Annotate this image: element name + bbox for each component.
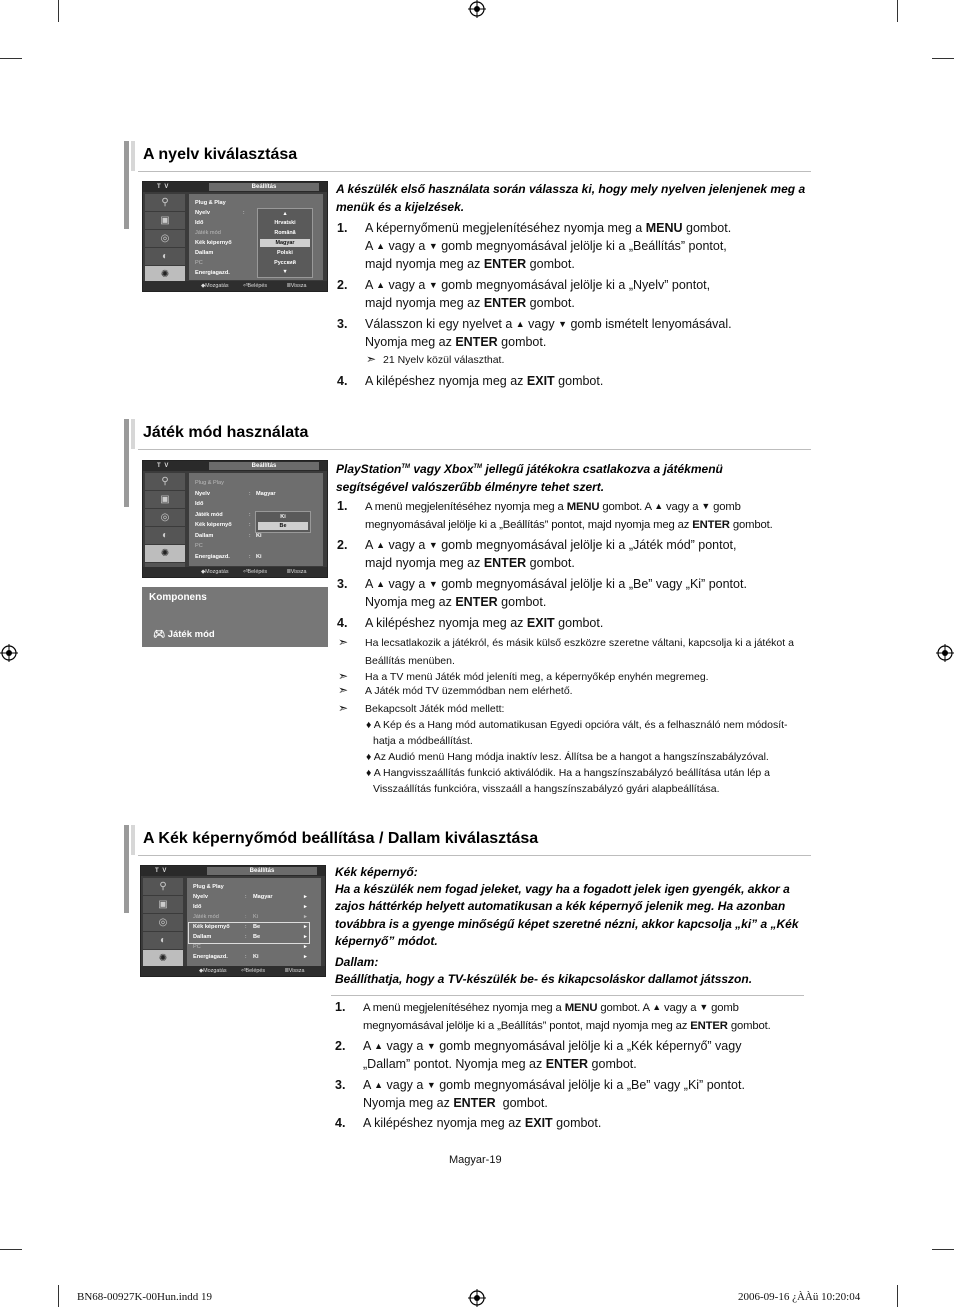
crop-mark: [932, 58, 954, 59]
section-rule: [138, 855, 811, 856]
osd-hint-move: ◆Mozgatás: [201, 569, 229, 575]
language-option: Русский: [274, 260, 296, 266]
osd-colon: :: [249, 512, 251, 518]
osd-colon: :: [245, 934, 247, 940]
osd-screen-blue-screen: [140, 865, 326, 977]
step-number: 2.: [337, 538, 348, 552]
osd-hint-enter: ⏎Belépés: [243, 283, 268, 289]
osd-hint-bar: [143, 281, 327, 291]
osd-row: Játék mód: [195, 230, 221, 236]
step-text: A kilépéshez nyomja meg az EXIT gombot.: [363, 1116, 602, 1130]
channel-icon: ◐: [145, 527, 185, 545]
channel-icon: ◐: [143, 932, 183, 950]
osd-row: Plug & Play: [195, 480, 224, 486]
step-text: A ▲ vagy a ▼ gomb megnyomásával jelölje ki a „Nyelv” pontot, majd nyomja meg az ENTER gombot.: [365, 278, 711, 310]
osd-row: PC: [193, 944, 201, 950]
note-text: Beállítás menüben.: [365, 655, 455, 667]
note-text: 21 Nyelv közül választhat.: [383, 354, 505, 366]
osd-hint-move: ◆Mozgatás: [199, 968, 227, 974]
chevron-right-icon: ▸: [304, 934, 307, 940]
step-number: 2.: [337, 278, 348, 292]
step-text: A ▲ vagy a ▼ gomb megnyomásával jelölje ki a „Kék képernyő” vagy „Dallam” pontot. Nyomja meg az ENTER gombot.: [363, 1039, 742, 1071]
step-number: 1.: [335, 1000, 346, 1014]
step-text: A kilépéshez nyomja meg az EXIT gombot.: [365, 616, 604, 630]
note-arrow-icon: ➣: [338, 635, 349, 649]
osd-colon: :: [249, 554, 251, 560]
crop-mark: [932, 1249, 954, 1250]
setup-gear-icon: ✺: [145, 266, 185, 284]
step-text: A kilépéshez nyomja meg az EXIT gombot.: [365, 374, 604, 388]
osd-row: Dallam: [195, 250, 214, 256]
step-text: A ▲ vagy a ▼ gomb megnyomásával jelölje ki a „Játék mód” pontot, majd nyomja meg az ENTER gombot.: [365, 538, 737, 570]
osd-colon: :: [249, 522, 251, 528]
osd-row: Energiagazd.: [193, 954, 228, 960]
osd-row: Idő: [195, 501, 204, 507]
osd-row: Játék mód: [193, 914, 219, 920]
osd-row: Kék képernyő: [193, 924, 230, 930]
return-icon: Ⅲ: [287, 569, 291, 575]
step-text: A ▲ vagy a ▼ gomb megnyomásával jelölje ki a „Be” vagy „Ki” pontot. Nyomja meg az ENTER gombot.: [363, 1078, 745, 1110]
osd-hint-return: ⅢVissza: [287, 569, 307, 575]
enter-icon: ⏎: [243, 569, 248, 575]
section-rule: [138, 449, 811, 450]
section-bar: [131, 419, 135, 449]
osd-hint-return: ⅢVissza: [287, 283, 307, 289]
step-number: 1.: [337, 221, 348, 235]
section-intro: A készülék első használata során válassza ki, hogy mely nyelven jelenjenek meg a menük és a kijelzések.: [336, 182, 806, 214]
scroll-down-icon: ▼: [282, 269, 288, 275]
step-text: Válasszon ki egy nyelvet a ▲ vagy ▼ gomb ismételt lenyomásával. Nyomja meg az ENTER gombot.: [365, 317, 732, 349]
crop-mark: [58, 0, 59, 22]
crop-mark: [897, 1285, 898, 1307]
step-number: 1.: [337, 499, 348, 513]
osd-row: PC: [195, 260, 203, 266]
section-rule: [138, 171, 811, 172]
osd-value: Be: [253, 924, 261, 930]
bullet-item-cont: Visszaállítás funkcióra, visszaáll a hangszínszabályzó gyári alapbeállítása.: [373, 783, 720, 795]
language-popup: [257, 208, 313, 278]
language-option: Polski: [277, 250, 293, 256]
osd-menu-title: Beállítás: [207, 867, 317, 875]
section-title-language: A nyelv kiválasztása: [143, 146, 298, 163]
komponens-title: Komponens: [149, 592, 207, 603]
osd-colon: :: [249, 533, 251, 539]
section-bar: [131, 141, 135, 171]
osd-value: Ki: [253, 954, 259, 960]
crop-mark: [58, 1285, 59, 1307]
section-intro: PlayStation™ vagy Xbox™ jellegű játékokra csatlakozva a játékmenü segítségével valószerűbb élményre tehet szert.: [336, 462, 723, 494]
bullet-item-cont: hatja a módbeállítást.: [373, 735, 473, 747]
footer-timestamp: 2006-09-16 ¿ÀÀü 10:20:04: [738, 1291, 861, 1303]
osd-menu-title: Beállítás: [209, 462, 319, 470]
language-option-selected: Magyar: [260, 239, 310, 247]
osd-row: Energiagazd.: [195, 554, 230, 560]
note-text: Ha a TV menü Játék mód jeleníti meg, a képernyőkép enyhén megremeg.: [365, 671, 709, 683]
osd-row: Nyelv: [193, 894, 208, 900]
osd-sidebar: [143, 878, 183, 968]
section-title-blue-screen: A Kék képernyőmód beállítása / Dallam kiválasztása: [143, 830, 539, 847]
crop-mark: [897, 0, 898, 22]
section-bar: [131, 825, 135, 855]
game-mode-popup: [255, 511, 311, 533]
komponens-item: 🎮︎ Játék mód: [153, 629, 215, 640]
osd-row: Kék képernyő: [195, 522, 232, 528]
note-text: Ha lecsatlakozik a játékról, és másik külső eszközre szeretne váltani, kapcsolja ki a játékot a: [365, 637, 794, 649]
bullet-item: ♦ A Kép és a Hang mód automatikusan Egyedi opcióra vált, és a felhasználó nem módosít-: [366, 719, 788, 731]
section-intro: Kék képernyő: Ha a készülék nem fogad jeleket, vagy ha a fogadott jelek igen gyengék, akkor a zajos háttérkép helyett automatikusan a kék képernyő jelenik meg. Ha azonban továbbra is a gyenge minőségű képet szeretné nézni, akkor kapcsolja „ki” a „Kék képernyő” módot. Dallam: Beállíthatja, hogy a TV-készülék be- és kikapcsoláskor dallamot játsszon.: [335, 865, 799, 987]
osd-tv-label: T V: [157, 184, 170, 190]
page-number: Magyar-19: [449, 1154, 502, 1166]
osd-hint-bar: [143, 567, 327, 577]
bullet-item: ♦ A Hangvisszaállítás funkció aktiválódik. Ha a hangszínszabályzó beállítása után lép a: [366, 767, 771, 779]
enter-icon: ⏎: [241, 968, 246, 974]
osd-colon: :: [245, 914, 247, 920]
osd-colon: :: [245, 894, 247, 900]
satellite-icon: ⚲: [145, 194, 185, 212]
registration-mark-icon: [468, 1289, 486, 1307]
osd-colon: :: [243, 210, 245, 216]
channel-icon: ◐: [145, 248, 185, 266]
note-arrow-icon: ➣: [338, 683, 349, 697]
osd-screen-language: [142, 181, 328, 292]
osd-row: Dallam: [193, 934, 212, 940]
section-bar: [124, 141, 129, 229]
crop-mark: [0, 58, 22, 59]
sound-icon: ◎: [145, 509, 185, 527]
osd-row: Energiagazd.: [195, 270, 230, 276]
osd-value: Magyar: [256, 491, 276, 497]
osd-panel: [189, 194, 323, 280]
osd-hint-bar: [141, 966, 325, 976]
osd-colon: :: [245, 924, 247, 930]
osd-value: Be: [253, 934, 261, 940]
language-option: Hrvatski: [274, 220, 296, 226]
step-text: A képernyőmenü megjelenítéséhez nyomja meg a MENU gombot. A ▲ vagy a ▼ gomb megnyomásával jelölje ki a „Beállítás” pontot, majd nyomja meg az ENTER gombot.: [365, 221, 732, 271]
osd-sidebar: [145, 473, 185, 568]
osd-row: Plug & Play: [193, 884, 224, 890]
registration-mark-icon: [936, 644, 954, 662]
note-arrow-icon: ➣: [338, 669, 349, 683]
osd-row: Idő: [195, 220, 204, 226]
osd-row: Dallam: [195, 533, 214, 539]
note-text: Bekapcsolt Játék mód mellett:: [365, 703, 505, 715]
setup-gear-icon: ✺: [143, 950, 183, 968]
osd-tv-label: T V: [157, 463, 170, 469]
osd-panel: [187, 878, 321, 966]
step-number: 4.: [335, 1116, 346, 1130]
osd-sidebar: [145, 194, 185, 282]
language-option: Română: [274, 230, 296, 236]
satellite-icon: ⚲: [145, 473, 185, 491]
osd-value: Ki: [256, 554, 262, 560]
osd-colon: :: [249, 491, 251, 497]
step-text: A menü megjelenítéséhez nyomja meg a MENU gombot. A ▲ vagy a ▼ gomb megnyomásával jelölje ki a „Beállítás” pontot, majd nyomja meg az ENTER gombot.: [365, 501, 773, 531]
osd-tv-label: T V: [155, 868, 168, 874]
osd-row: Plug & Play: [195, 200, 226, 206]
chevron-right-icon: ▸: [304, 924, 307, 930]
registration-mark-icon: [468, 0, 486, 18]
step-number: 3.: [335, 1078, 346, 1092]
note-arrow-icon: ➣: [338, 701, 349, 715]
step-text: A menü megjelenítéséhez nyomja meg a MENU gombot. A ▲ vagy a ▼ gomb megnyomásával jelölje ki a „Beállítás” pontot, majd nyomja meg az ENTER gombot.: [363, 1002, 771, 1032]
osd-hint-enter: ⏎Belépés: [243, 569, 268, 575]
popup-option: Ki: [280, 514, 286, 520]
gamepad-icon: 🎮︎: [153, 629, 166, 640]
picture-icon: ▣: [145, 212, 185, 230]
footer-file-name: BN68-00927K-00Hun.indd 19: [77, 1291, 213, 1303]
section-rule: [331, 995, 804, 996]
komponens-panel: [142, 587, 328, 647]
return-icon: Ⅲ: [285, 968, 289, 974]
return-icon: Ⅲ: [287, 283, 291, 289]
setup-gear-icon: ✺: [145, 545, 185, 563]
picture-icon: ▣: [143, 896, 183, 914]
step-number: 2.: [335, 1039, 346, 1053]
scroll-up-icon: ▲: [282, 211, 288, 217]
popup-option-selected: Be: [258, 522, 308, 530]
satellite-icon: ⚲: [143, 878, 183, 896]
picture-icon: ▣: [145, 491, 185, 509]
section-bar: [124, 419, 129, 507]
enter-icon: ⏎: [243, 283, 248, 289]
osd-value: Magyar: [253, 894, 273, 900]
chevron-right-icon: ▸: [304, 904, 307, 910]
osd-value: Ki: [253, 914, 258, 920]
note-text: A Játék mód TV üzemmódban nem elérhető.: [365, 685, 573, 697]
chevron-right-icon: ▸: [304, 944, 307, 950]
osd-row: Kék képernyő: [195, 240, 232, 246]
step-number: 3.: [337, 577, 348, 591]
osd-row: Idő: [193, 904, 202, 910]
osd-colon: :: [245, 954, 247, 960]
chevron-right-icon: ▸: [304, 914, 307, 920]
osd-value: Ki: [256, 533, 262, 539]
osd-row: Nyelv: [195, 491, 210, 497]
section-bar: [124, 825, 129, 913]
osd-hint-enter: ⏎Belépés: [241, 968, 266, 974]
osd-screen-game-mode: [142, 460, 328, 578]
section-title-game-mode: Játék mód használata: [143, 424, 309, 441]
osd-row: Játék mód: [195, 512, 223, 518]
step-number: 4.: [337, 616, 348, 630]
step-number: 4.: [337, 374, 348, 388]
osd-panel: [189, 473, 323, 566]
osd-menu-title: Beállítás: [209, 183, 319, 191]
osd-hint-move: ◆Mozgatás: [201, 283, 229, 289]
chevron-right-icon: ▸: [304, 954, 307, 960]
sound-icon: ◎: [145, 230, 185, 248]
osd-hint-return: ⅢVissza: [285, 968, 305, 974]
sound-icon: ◎: [143, 914, 183, 932]
osd-row: PC: [195, 543, 203, 549]
chevron-right-icon: ▸: [304, 894, 307, 900]
osd-row: Nyelv: [195, 210, 210, 216]
bullet-item: ♦ Az Audió menü Hang módja inaktív lesz. Állítsa be a hangot a hangszínszabályzóval.: [366, 751, 769, 763]
step-number: 3.: [337, 317, 348, 331]
step-text: A ▲ vagy a ▼ gomb megnyomásával jelölje ki a „Be” vagy „Ki” pontot. Nyomja meg az ENTER gombot.: [365, 577, 747, 609]
registration-mark-icon: [0, 644, 18, 662]
note-arrow-icon: ➣: [366, 352, 377, 366]
crop-mark: [0, 1249, 22, 1250]
